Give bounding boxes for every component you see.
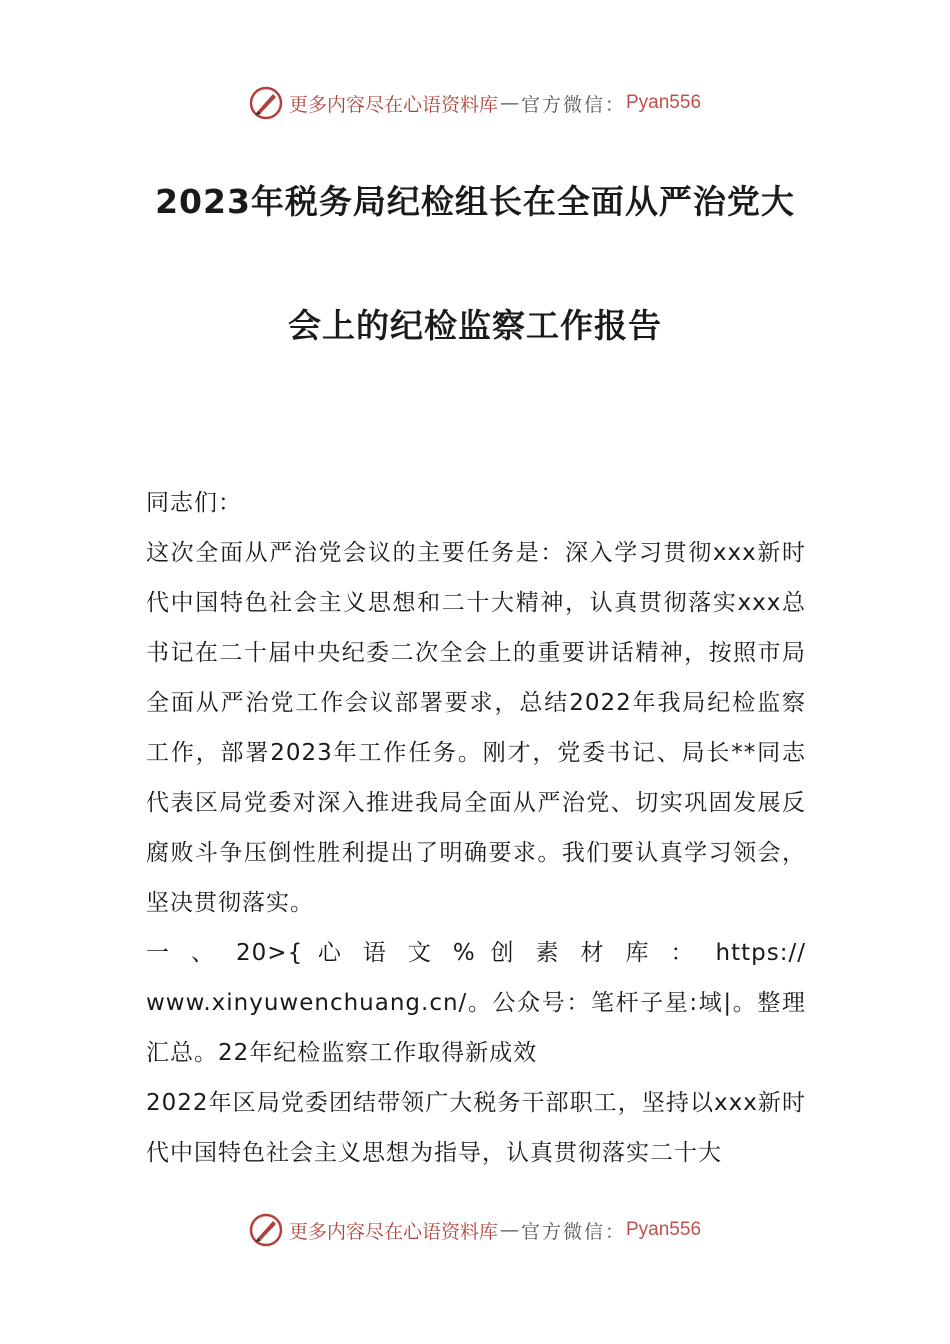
watermark-site-text: 更多内容尽在心语资料库 (288, 93, 498, 116)
watermark-dash: — (499, 92, 519, 114)
document-title-line1: 2023年税务局纪检组长在全面从严治党大 (155, 182, 795, 221)
paragraph-section-heading-cont: www.xinyuwenchuang.cn/。公众号：笔杆子星:域|。整理汇总。22年纪检监察工作取得新成效 (146, 990, 806, 1066)
watermark-dash: — (499, 1219, 519, 1241)
watermark-wechat-id: Pyan556 (626, 1219, 702, 1240)
watermark-label: 官方微信： (520, 93, 626, 116)
watermark-label: 官方微信： (520, 1220, 626, 1243)
document-title-line2: 会上的纪检监察工作报告 (288, 306, 662, 345)
pen-logo-icon (249, 1213, 283, 1247)
paragraph-section-heading: 一 、 20>{ 心 语 文 % 创 素 材 库 ： https:// (146, 940, 806, 966)
paragraph-salutation: 同志们： (146, 490, 242, 516)
paragraph-intro: 这次全面从严治党会议的主要任务是：深入学习贯彻xxx新时代中国特色社会主义思想和二十大精神，认真贯彻落实xxx总书记在二十届中央纪委二次全会上的重要讲话精神，按照市局全面从严治党工作会议部署要求，总结2022年我局纪检监察工作，部署2023年工作任务。刚才，党委书记、局长**同志代表区局党委对深入推进我局全面从严治党、切实巩固发展反腐败斗争压倒性胜利提出了明确要求。我们要认真学习领会，坚决贯彻落实。 (146, 540, 806, 916)
paragraph-2022-review: 2022年区局党委团结带领广大税务干部职工，坚持以xxx新时代中国特色社会主义思想为指导，认真贯彻落实二十大 (146, 1090, 806, 1166)
watermark-site-text: 更多内容尽在心语资料库 (288, 1220, 498, 1243)
footer-watermark (0, 1210, 950, 1250)
document-body (146, 478, 806, 1178)
header-watermark (0, 83, 950, 123)
pen-logo-icon (249, 86, 283, 120)
watermark-wechat-id: Pyan556 (626, 92, 702, 113)
